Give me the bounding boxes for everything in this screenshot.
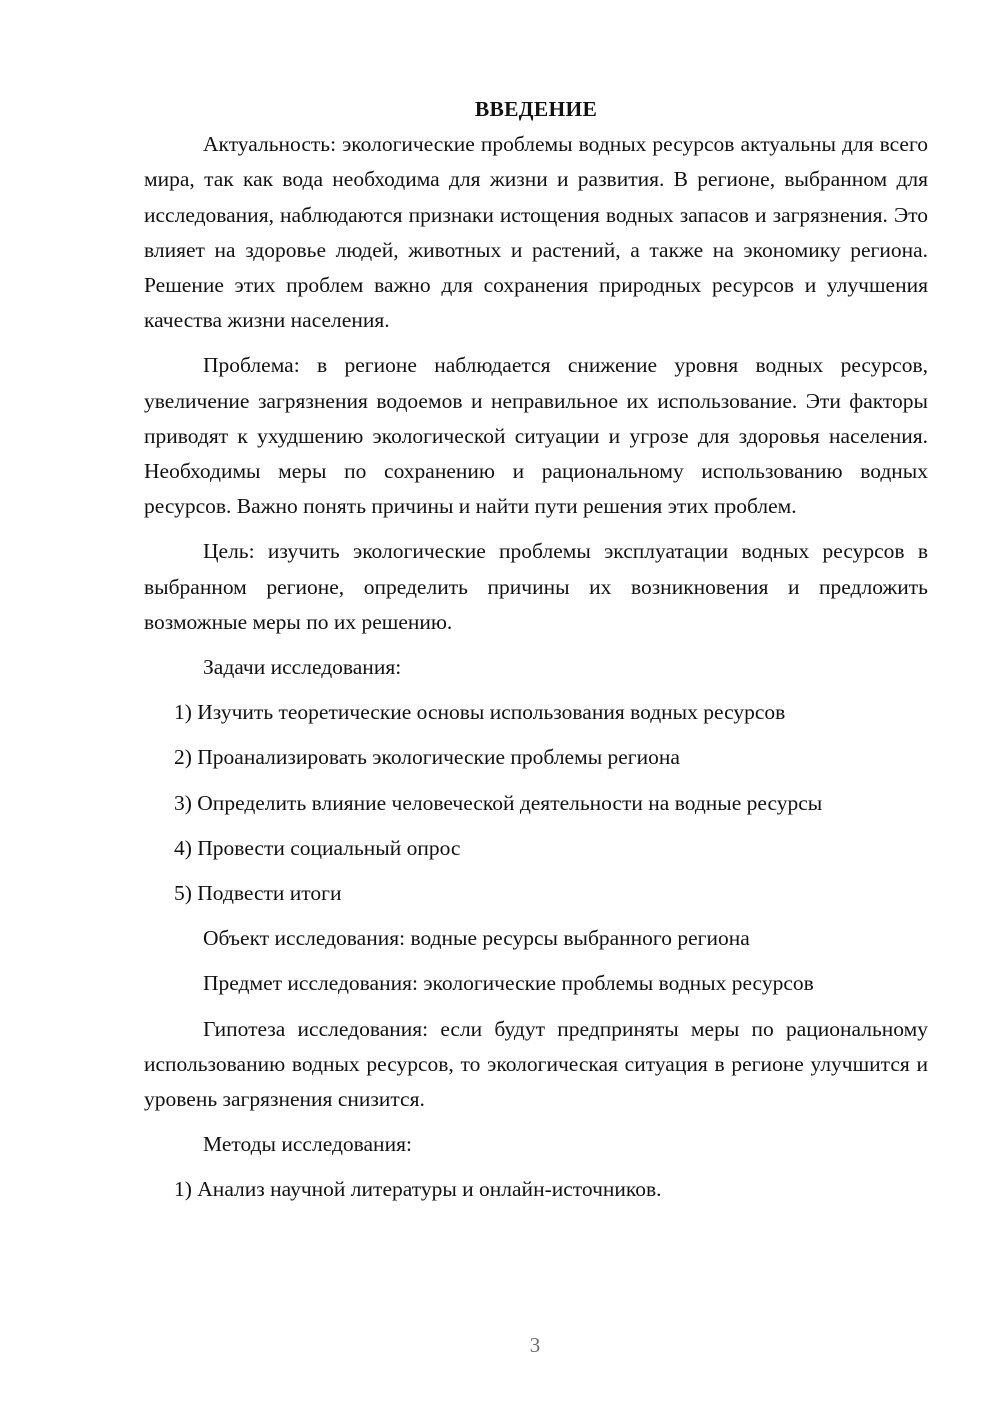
methods-title: Методы исследования:: [203, 1132, 412, 1157]
list-item: 1) Изучить теоретические основы использования водных ресурсов: [174, 700, 786, 725]
object-paragraph: Объект исследования: водные ресурсы выбранного региона: [203, 926, 750, 951]
hypothesis-paragraph: Гипотеза исследования: если будут предприняты меры по рациональному использованию водных ресурсов, то экологическая ситуация в регионе улучшится и уровень загрязнения снизится.: [144, 1016, 928, 1112]
list-item: 5) Подвести итоги: [174, 881, 342, 906]
list-item: 2) Проанализировать экологические проблемы региона: [174, 745, 680, 770]
subject-paragraph: Предмет исследования: экологические проблемы водных ресурсов: [203, 971, 814, 996]
problem-paragraph: Проблема: в регионе наблюдается снижение уровня водных ресурсов, увеличение загрязнения водоемов и неправильное их использование. Эти факторы приводят к ухудшению экологической ситуации и угрозе для здоровья населения. Необходимы меры по сохранению и рациональному использованию водных ресурсов. Важно понять причины и найти пути решения этих проблем.: [144, 353, 928, 519]
relevance-paragraph: Актуальность: экологические проблемы водных ресурсов актуальны для всего мира, так как вода необходима для жизни и развития. В регионе, выбранном для исследования, наблюдаются признаки истощения водных запасов и загрязнения. Это влияет на здоровье людей, животных и растений, а также на экономику региона. Решение этих проблем важно для сохранения природных ресурсов и улучшения качества жизни населения.: [144, 132, 928, 333]
page-number: 3: [529, 1333, 541, 1357]
list-item: 1) Анализ научной литературы и онлайн-источников.: [174, 1177, 662, 1202]
methods-list: [144, 1172, 928, 1207]
goal-paragraph: Цель: изучить экологические проблемы эксплуатации водных ресурсов в выбранном регионе, определить причины их возникновения и предложить возможные меры по их решению.: [144, 539, 928, 634]
list-item: 3) Определить влияние человеческой деятельности на водные ресурсы: [174, 790, 823, 815]
section-heading: ВВЕДЕНИЕ: [474, 97, 598, 121]
page-content: [144, 92, 928, 1218]
list-item: 4) Провести социальный опрос: [174, 835, 461, 860]
tasks-list: [144, 695, 928, 911]
tasks-title: Задачи исследования:: [203, 655, 402, 680]
